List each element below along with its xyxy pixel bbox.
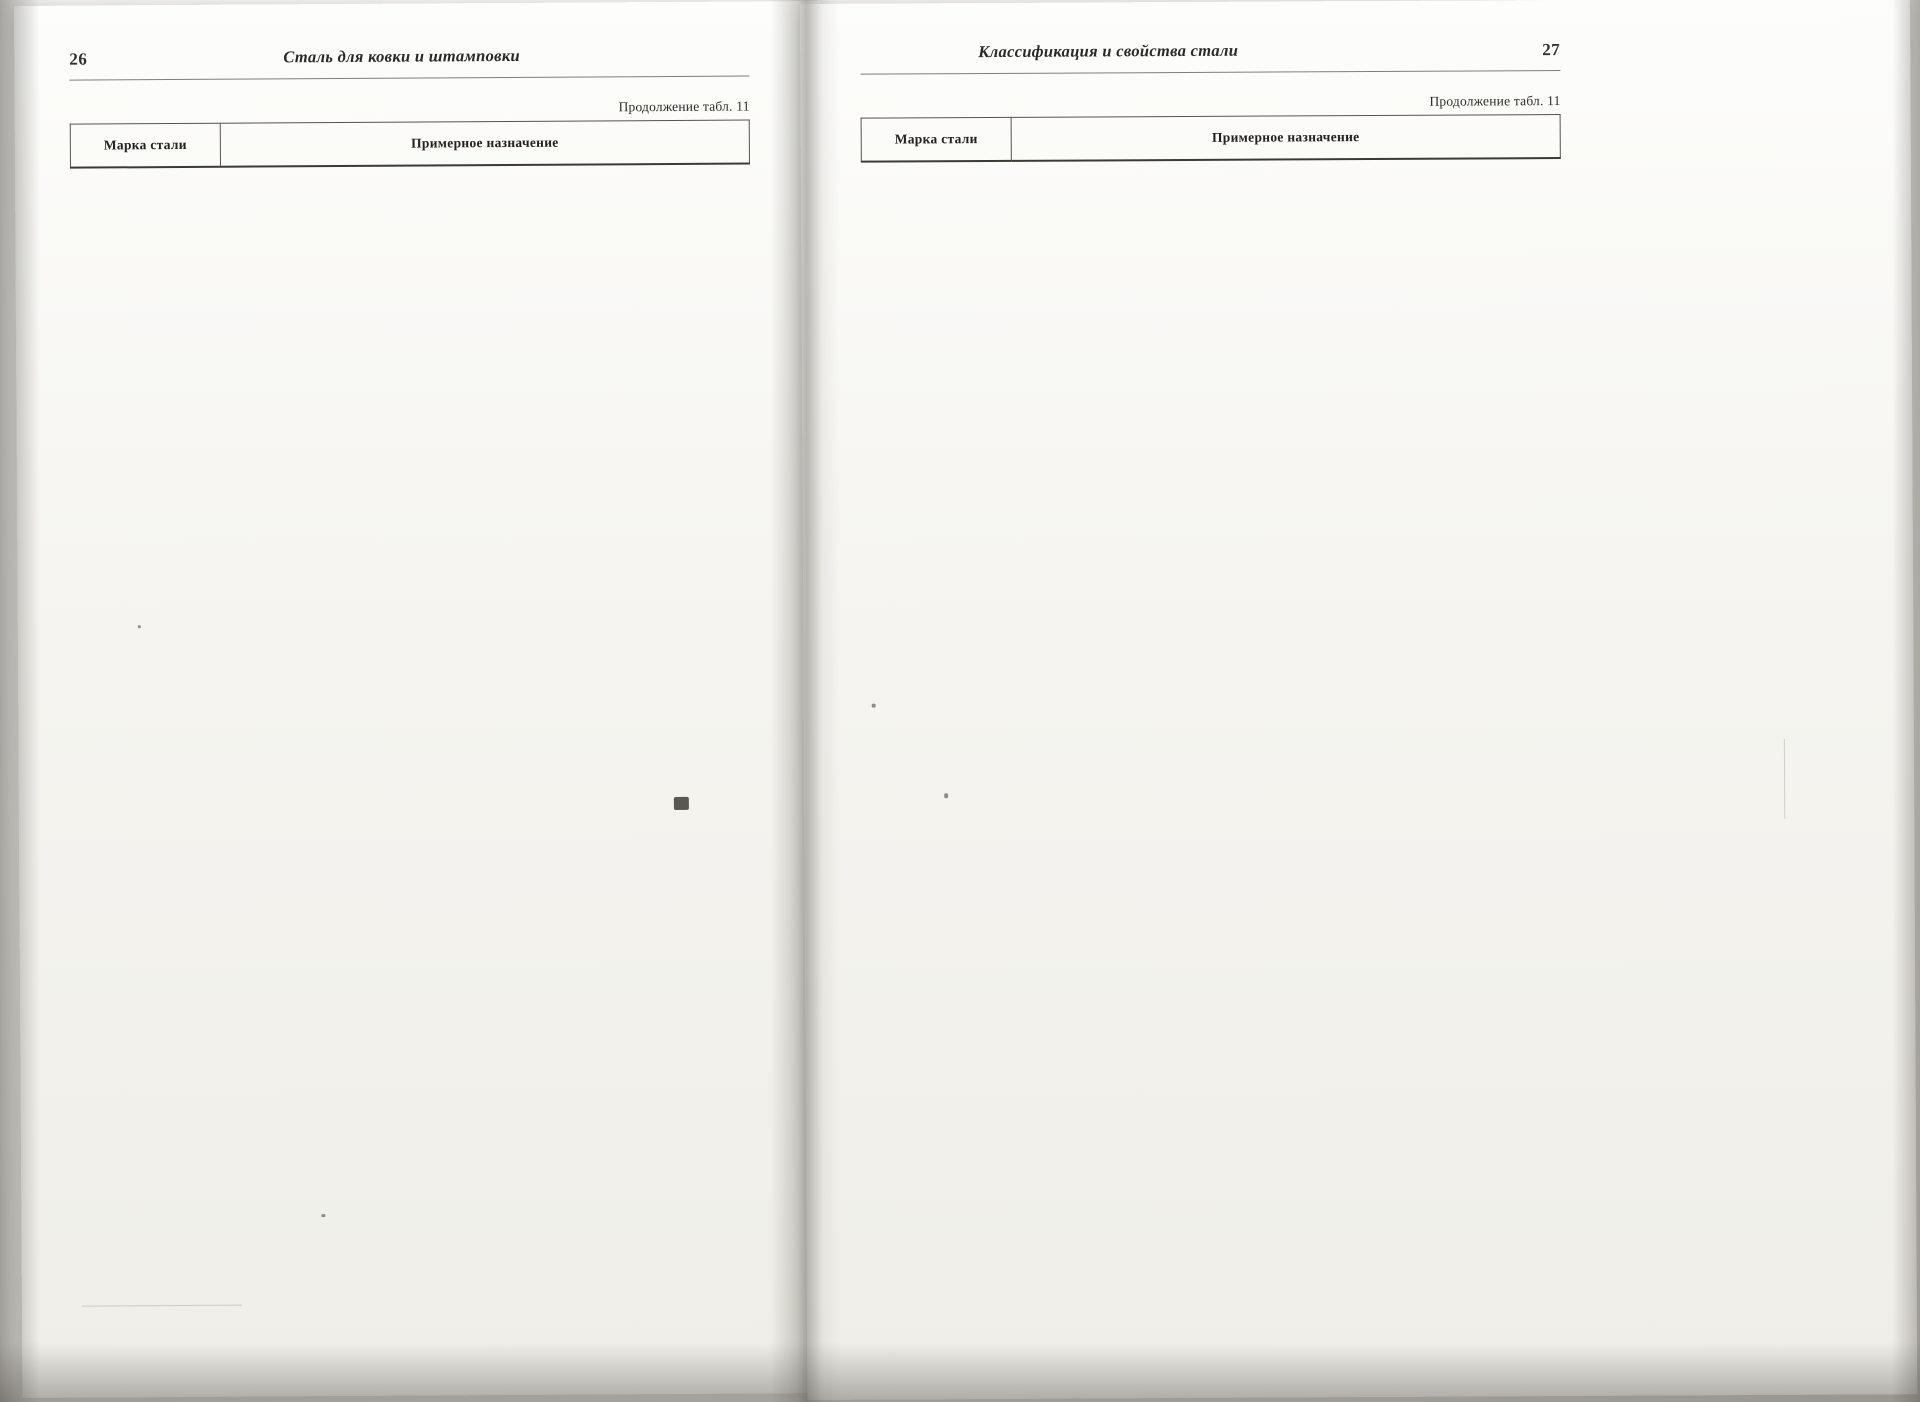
column-header-grade: Марка стали	[861, 117, 1011, 161]
ink-blot-artifact	[674, 797, 689, 810]
right-steel-grades-table	[861, 114, 1561, 163]
right-page-number: 27	[1542, 40, 1561, 60]
right-header-title: Классификация и свойства стали	[978, 40, 1239, 62]
right-running-head	[860, 34, 1560, 72]
speck-artifact	[321, 1214, 325, 1217]
right-page	[800, 0, 1917, 1400]
speck-artifact	[872, 704, 876, 708]
right-continuation-label: Продолжение табл. 11	[1429, 93, 1561, 109]
left-running-head	[69, 40, 749, 78]
left-header-title: Сталь для ковки и штамповки	[283, 45, 521, 67]
left-page-number: 26	[69, 49, 88, 69]
table-header-row	[70, 120, 749, 168]
left-continuation-label: Продолжение табл. 11	[618, 98, 750, 115]
table-header-row	[861, 115, 1560, 162]
column-header-use: Примерное назначение	[1011, 115, 1560, 161]
left-steel-grades-table	[70, 120, 750, 169]
left-page	[14, 1, 828, 1398]
speck-artifact	[944, 793, 948, 798]
speck-artifact	[138, 625, 141, 628]
column-header-grade: Марка стали	[70, 123, 220, 167]
fiber-artifact	[1784, 739, 1785, 819]
column-header-use: Примерное назначение	[220, 120, 749, 167]
fiber-artifact	[82, 1305, 242, 1307]
